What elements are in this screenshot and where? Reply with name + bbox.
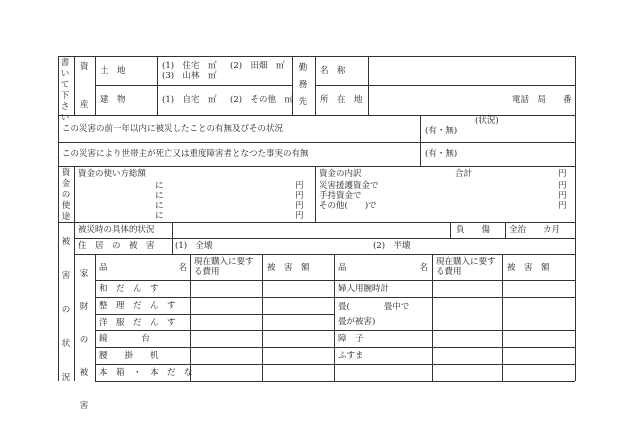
prior-disaster-question: この災害の前一年以内に被災したことの有無及びその状況	[62, 124, 284, 134]
item-right-4: ふすま	[338, 351, 364, 361]
damage-label: 被害の状況	[61, 237, 71, 383]
building-opt-2: (2) その他 ㎡	[230, 95, 294, 105]
item-right-2b: 畳が被害)	[338, 317, 376, 327]
work-address-label: 所 在 地	[320, 95, 363, 105]
building-opt-1: (1) 自宅 ㎡	[162, 95, 217, 105]
funds-ni-4: に	[155, 211, 164, 221]
header-amount-left: 被 害 額	[267, 263, 310, 273]
specific-label: 被災時の具体的状況	[78, 225, 155, 235]
funds-ni-2: に	[155, 191, 164, 201]
item-left-5: 腰 掛 机	[99, 351, 159, 361]
land-opt-1: (1) 住宅 ㎡	[162, 61, 217, 71]
breakdown-item-2: 手持資金で	[319, 191, 362, 201]
death-yes-no: (有・無)	[425, 149, 458, 159]
phone-label: 電話 局 番	[512, 95, 572, 105]
yen-b2: 円	[558, 191, 567, 201]
breakdown-item-3: その他( )で	[319, 201, 377, 211]
yen-b3: 円	[558, 201, 567, 211]
prior-yes-no: (有・無)	[425, 126, 458, 136]
h4: 名	[419, 263, 428, 273]
h2: 名	[178, 263, 187, 273]
item-right-1: 婦人用腕時計	[338, 284, 390, 294]
header-cost-left: 現在購入に要する費用	[194, 257, 254, 277]
funds-total-label: 資金の使い方総額	[78, 169, 147, 179]
assets-label-1: 資	[80, 62, 89, 72]
yen-2: 円	[295, 191, 304, 201]
goods-label: 家財の被害	[79, 269, 89, 411]
building-label: 建 物	[100, 95, 126, 105]
full-destroyed: (1) 全壊	[175, 241, 213, 251]
funds-label: 資金の使途	[61, 168, 71, 222]
yen-b1: 円	[558, 181, 567, 191]
land-opt-2: (2) 田畑 ㎡	[230, 61, 285, 71]
recovery-label: 全治 カ月	[509, 225, 561, 235]
yen-4: 円	[295, 211, 304, 221]
item-left-2: 整 理 だ ん す	[99, 301, 176, 311]
header-amount-right: 被 害 額	[507, 263, 550, 273]
header-cost-right: 現在購入に要する費用	[436, 257, 496, 277]
funds-ni-1: に	[155, 181, 164, 191]
header-item-name-right	[338, 263, 428, 273]
death-question: この災害により世帯主が死亡又は重度障害者となつた事実の有無	[62, 149, 309, 159]
item-right-2a: 畳( 畳中で	[338, 302, 410, 312]
h3: 品	[338, 263, 347, 273]
h1: 品	[99, 263, 108, 273]
breakdown-label: 資金の内訳	[319, 169, 362, 179]
house-damage-label: 住 居 の 被 害	[78, 241, 155, 251]
land-label: 土 地	[100, 66, 126, 76]
half-destroyed: (2) 半壊	[373, 241, 411, 251]
note-label: 書いて下さい	[60, 58, 70, 123]
header-item-name-left	[99, 263, 187, 273]
yen-sum: 円	[558, 169, 567, 179]
work-name-label: 名 称	[320, 66, 346, 76]
land-opt-3: (3) 山林 ㎡	[162, 71, 217, 81]
breakdown-item-1: 災害援護資金で	[319, 181, 379, 191]
sum-label: 合計	[455, 169, 473, 179]
item-left-3: 洋 服 だ ん す	[99, 318, 176, 328]
yen-3: 円	[295, 201, 304, 211]
injury-label: 負 傷	[456, 225, 491, 235]
item-right-3: 障 子	[338, 334, 364, 344]
funds-ni-3: に	[155, 201, 164, 211]
prior-status-label: (状況)	[475, 116, 499, 126]
workplace-label: 勤務先	[298, 63, 308, 107]
yen-1: 円	[295, 181, 304, 191]
item-left-6: 本 箱 ・ 本 だ な	[99, 368, 193, 378]
item-left-1: 和 だ ん す	[99, 284, 159, 294]
item-left-4: 鏡 台	[99, 334, 151, 344]
assets-label-2: 産	[80, 100, 89, 110]
